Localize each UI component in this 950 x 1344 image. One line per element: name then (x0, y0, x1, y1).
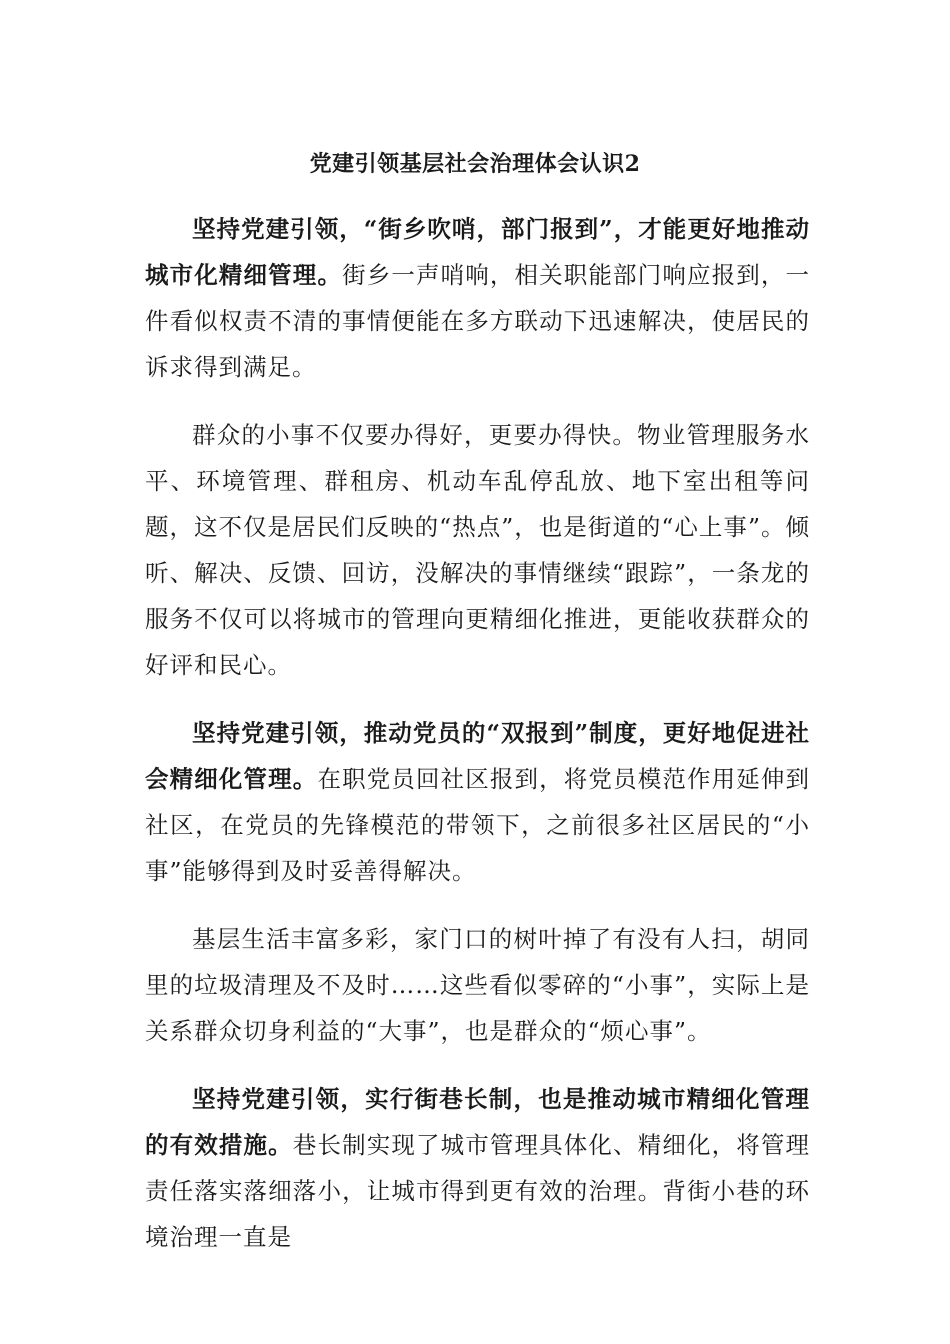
paragraph-5-lead: 坚持党建引领，实行街巷长制，也是推动城市精细化管理的有效措施。 (145, 1085, 810, 1159)
paragraph-2 (145, 412, 810, 688)
paragraph-2-text: 群众的小事不仅要办得好，更要办得快。物业管理服务水平、环境管理、群租房、机动车乱停乱放、地下室出租等问题，这不仅是居民们反映的“热点”，也是街道的“心上事”。倾听、解决、反馈、回访，没解决的事情继续“跟踪”，一条龙的服务不仅可以将城市的管理向更精细化推进，更能收获群众的好评和民心。 (145, 421, 810, 679)
document-title: 党建引领基层社会治理体会认识2 (309, 151, 641, 177)
paragraph-5-text: 巷长制实现了城市管理具体化、精细化，将管理责任落实落细落小，让城市得到更有效的治理。背街小巷的环境治理一直是 (145, 1131, 811, 1251)
paragraph-3-lead: 坚持党建引领，推动党员的“双报到”制度，更好地促进社会精细化管理。 (145, 719, 810, 793)
paragraph-3 (145, 710, 810, 894)
paragraph-5 (145, 1076, 810, 1260)
paragraph-1-text: 街乡一声哨响，相关职能部门响应报到，一件看似权责不清的事情便能在多方联动下迅速解决，使居民的诉求得到满足。 (145, 261, 811, 381)
paragraph-4 (145, 916, 810, 1054)
paragraph-3-text: 在职党员回社区报到，将党员模范作用延伸到社区，在党员的先锋模范的带领下，之前很多社区居民的“小事”能够得到及时妥善得解决。 (145, 765, 811, 885)
paragraph-1 (145, 206, 810, 390)
document-body (145, 206, 810, 1260)
paragraph-4-text: 基层生活丰富多彩，家门口的树叶掉了有没有人扫，胡同里的垃圾清理及不及时……这些看似零碎的“小事”，实际上是关系群众切身利益的“大事”，也是群众的“烦心事”。 (145, 925, 810, 1045)
paragraph-1-lead: 坚持党建引领，“街乡吹哨，部门报到”，才能更好地推动城市化精细管理。 (145, 215, 810, 289)
